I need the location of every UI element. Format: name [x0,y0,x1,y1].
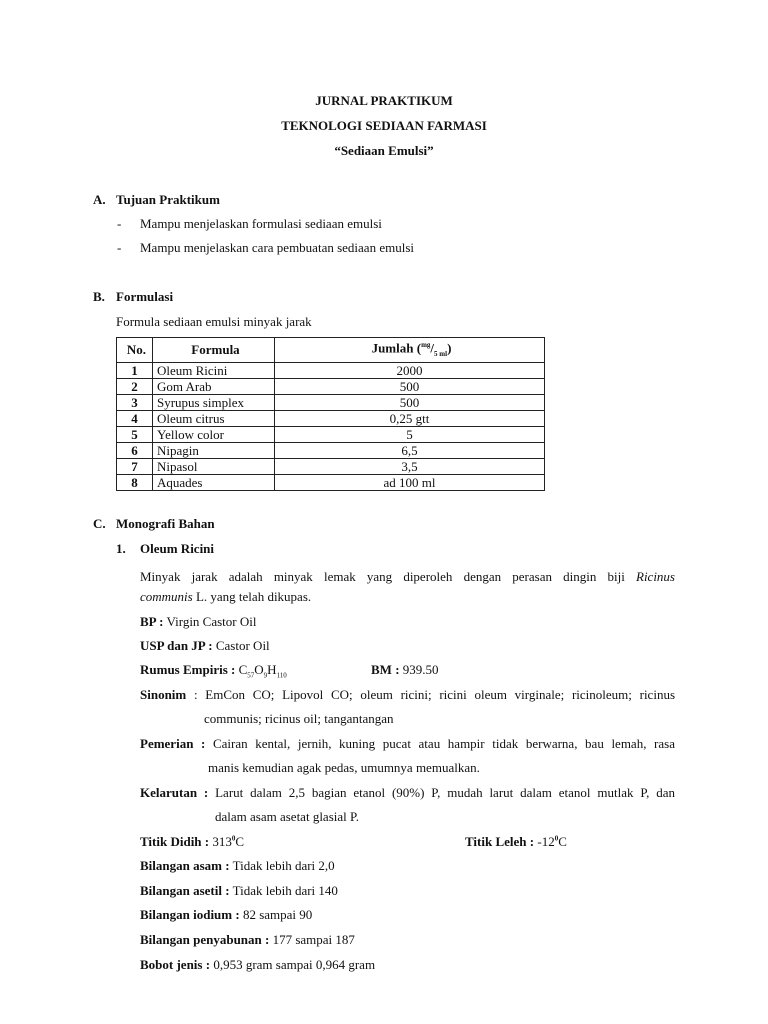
formula-table [116,337,545,491]
cell-amount: 3,5 [275,458,545,474]
section-b-title: Formulasi [116,289,174,304]
objective-item: Mampu menjelaskan formulasi sediaan emulsi [140,216,382,231]
table-row [117,362,545,378]
synonym-line2: communis; ricinus oil; tangantangan [204,711,394,726]
cell-no: 7 [117,458,153,474]
table-header-row [117,338,545,363]
boiling-point-line: Titik Didih : $313^0C$ [140,834,245,849]
objective-item: Mampu menjelaskan cara pembuatan sediaan emulsi [140,240,414,255]
column-header-formula: Formula [153,338,275,363]
cell-formula: Yellow color [153,426,275,442]
cell-no: 3 [117,394,153,410]
subsection-title: Oleum Ricini [140,541,215,556]
document-title: JURNAL PRAKTIKUM [315,93,453,108]
solubility-line2: dalam asam asetat glasial P. [215,809,360,824]
cell-amount: 500 [275,378,545,394]
section-a-title: Tujuan Praktikum [116,192,220,207]
table-row [117,394,545,410]
acetyl-value-line: Bilangan asetil : Tidak lebih dari 140 [140,883,338,898]
formula-intro: Formula sediaan emulsi minyak jarak [116,314,312,329]
cell-formula: Aquades [153,474,275,490]
description-pemerian-line1: Pemerian : Cairan kental, jernih, kuning pucat atau hampir tidak berwarna, bau lemah, rasa [140,736,675,751]
section-c-label: C. [93,516,106,531]
cell-formula: Nipasol [153,458,275,474]
iodine-value-line: Bilangan iodium : 82 sampai 90 [140,907,313,922]
molecular-weight-line: BM : 939.50 [371,662,439,677]
column-header-amount: Jumlah $(^{mg}/_{5 ml})$ [275,338,545,363]
cell-amount: 5 [275,426,545,442]
description-line1: Minyak jarak adalah minyak lemak yang diperoleh dengan perasan dingin biji Ricinus [140,569,675,584]
cell-formula: Syrupus simplex [153,394,275,410]
synonym-line1: Sinonim : EmCon CO; Lipovol CO; oleum ricini; ricini oleum virginale; ricinoleum; ricinus [140,687,675,702]
cell-no: 4 [117,410,153,426]
cell-formula: Gom Arab [153,378,275,394]
table-row [117,474,545,490]
bp-line: BP : Virgin Castor Oil [140,614,257,629]
description-pemerian-line2: manis kemudian agak pedas, umumnya memualkan. [208,760,480,775]
bullet-dash: - [117,240,122,255]
cell-formula: Nipagin [153,442,275,458]
cell-amount: 2000 [275,362,545,378]
subsection-number: 1. [116,541,126,556]
cell-formula: Oleum citrus [153,410,275,426]
table-row [117,410,545,426]
document-topic: “Sediaan Emulsi” [334,143,434,158]
cell-no: 6 [117,442,153,458]
acid-value-line: Bilangan asam : Tidak lebih dari 2,0 [140,858,335,873]
empirical-formula-line: Rumus Empiris : $C_{57}O_9H_{110}$ [140,662,287,680]
table-row [117,378,545,394]
cell-no: 2 [117,378,153,394]
cell-no: 5 [117,426,153,442]
section-b-label: B. [93,289,105,304]
table-row [117,442,545,458]
description-line2: communis L. yang telah dikupas. [140,589,312,604]
cell-formula: Oleum Ricini [153,362,275,378]
melting-point-line: Titik Leleh : $-12^0C$ [465,834,567,849]
solubility-line1: Kelarutan : Larut dalam 2,5 bagian etanol (90%) P, mudah larut dalam etanol mutlak P, dan [140,785,675,800]
cell-amount: ad 100 ml [275,474,545,490]
cell-amount: 6,5 [275,442,545,458]
section-a-label: A. [93,192,106,207]
column-header-no: No. [117,338,153,363]
bullet-dash: - [117,216,122,231]
saponification-value-line: Bilangan penyabunan : 177 sampai 187 [140,932,355,947]
table-row [117,458,545,474]
usp-line: USP dan JP : Castor Oil [140,638,270,653]
specific-gravity-line: Bobot jenis : 0,953 gram sampai 0,964 gram [140,957,376,972]
cell-amount: 0,25 gtt [275,410,545,426]
table-row [117,426,545,442]
document-subtitle: TEKNOLOGI SEDIAAN FARMASI [281,118,487,133]
cell-no: 8 [117,474,153,490]
section-c-title: Monografi Bahan [116,516,215,531]
cell-amount: 500 [275,394,545,410]
cell-no: 1 [117,362,153,378]
